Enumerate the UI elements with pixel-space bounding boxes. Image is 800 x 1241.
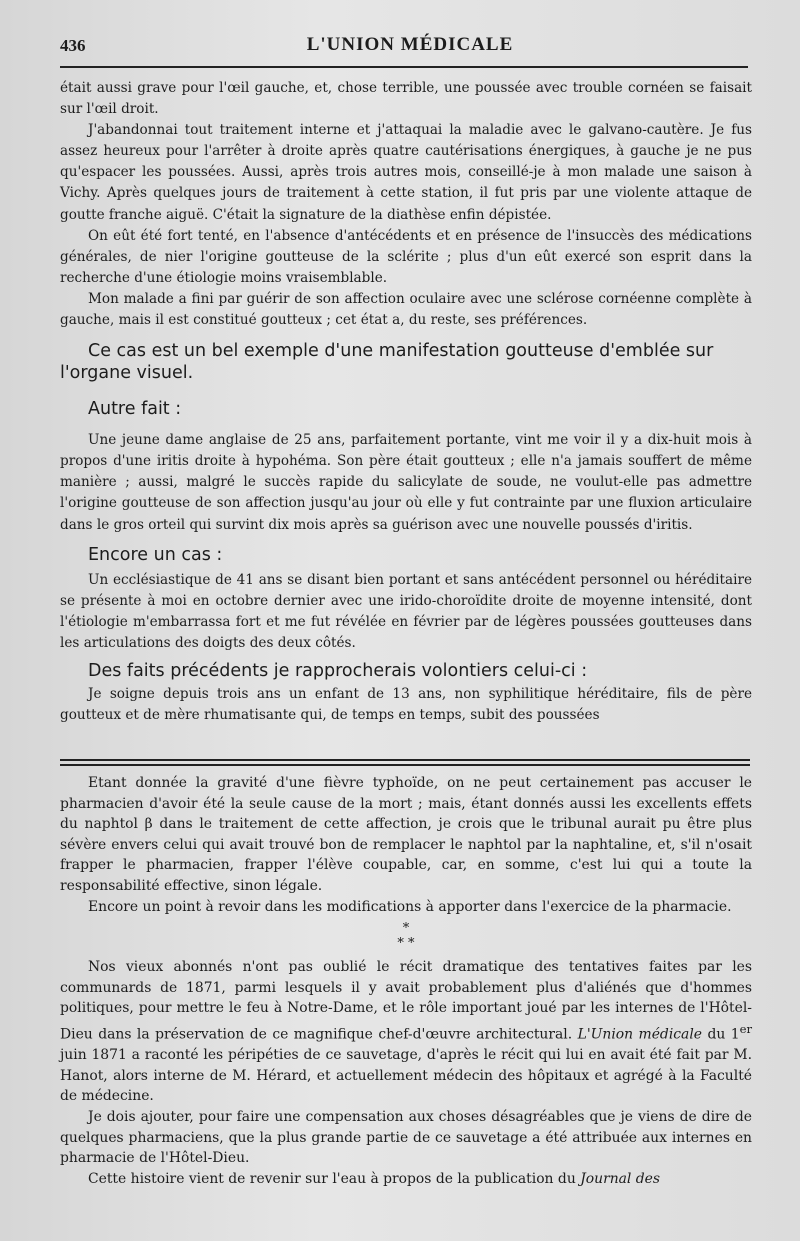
page-header: [60, 30, 760, 60]
chronicle-section: [60, 773, 752, 1189]
paragraph: Un ecclésiastique de 41 ans se disant bien portant et sans antécédent personnel ou héréditaire se présente à moi en octobre dernier avec une irido-choroïdite droite de moyenne intensité, dont l'étiologie m'embarrassa fort et me fut révélée en février par de légères poussées goutteuses dans les articulations des doigts des deux côtés.: [60, 571, 752, 651]
paragraph: Nos vieux abonnés n'ont pas oublié le récit dramatique des tentatives faites par les communards de 1871, parmi lesquels il y avait probablement plus d'aliénés que d'hommes politiques, pour mettre le feu à Notre-Dame, et le rôle important joué par les internes de l'Hôtel-Dieu dans la préservation de ce magnifique chef-d'œuvre architectural. L'Union médicale du 1er juin 1871 a raconté les péripéties de ce sauvetage, d'après le récit qui lui en avait été fait par M. Hanot, alors interne de M. Hérard, et actuellement médecin des hôpitaux et agrégé à la Faculté de médecine.: [60, 959, 752, 1105]
section-rule: [60, 764, 750, 766]
asterism: [60, 921, 752, 951]
main-article: [60, 78, 752, 726]
paragraph: était aussi grave pour l'œil gauche, et, chose terrible, une poussée avec trouble cornéen se faisait sur l'œil droit.: [60, 80, 752, 118]
aside-remark: Des faits précédents je rapprocherais volontiers celui-ci :: [88, 660, 588, 681]
aside-remark: Encore un cas :: [88, 544, 223, 565]
paragraph: Je dois ajouter, pour faire une compensation aux choses désagréables que je viens de dire de quelques pharmaciens, que la plus grande partie de ce sauvetage a été attribuée aux internes en pharmacie de l'Hôtel-Dieu.: [60, 1108, 752, 1167]
paragraph: On eût été fort tenté, en l'absence d'antécédents et en présence de l'insuccès des médications générales, de nier l'origine goutteuse de la sclérite ; plus d'un eût exercé son esprit dans la recherche d'une étiologie moins vraisemblable.: [60, 227, 752, 286]
aside-remark: Autre fait :: [88, 399, 182, 420]
paragraph: Je soigne depuis trois ans un enfant de 13 ans, non syphilitique héréditaire, fils de père goutteux et de mère rhumatisante qui, de temps en temps, subit des poussées: [60, 685, 752, 724]
journal-title: Journal des: [580, 1170, 661, 1187]
asterism-top: *: [402, 921, 410, 937]
paragraph: Encore un point à revoir dans les modifications à apporter dans l'exercice de la pharmacie.: [88, 898, 732, 915]
paragraph: Mon malade a fini par guérir de son affection oculaire avec une sclérose cornéenne complète à gauche, mais il est constitué goutteux ; cet état a, du reste, ses préférences.: [60, 290, 752, 329]
paragraph: Etant donnée la gravité d'une fièvre typhoïde, on ne peut certainement pas accuser le pharmacien d'avoir été la seule cause de la mort ; mais, étant donnés aussi les excellents effets du naphtol β dans le traitement de cette affection, je crois que le tribunal aurait pu être plus sévère envers celui qui avait trouvé bon de remplacer le naphtol par la naphtaline, et, s'il n'osait frapper le pharmacien, frapper l'élève coupable, car, en somme, c'est lui qui a toute la responsabilité effective, sinon légale.: [60, 775, 752, 894]
aside-remark: Ce cas est un bel exemple d'une manifestation goutteuse d'emblée sur l'organe visuel.: [60, 341, 714, 384]
running-title: L'UNION MÉDICALE: [306, 34, 514, 55]
journal-title: L'Union médicale: [577, 1026, 702, 1043]
paragraph: Cette histoire vient de revenir sur l'eau à propos de la publication du Journal des: [88, 1170, 661, 1187]
paragraph: J'abandonnai tout traitement interne et j'attaquai la maladie avec le galvano-cautère. Je fus assez heureux pour l'arrêter à droite après quatre cautérisations énergiques, à gauche je ne pus qu'espacer les poussées. Aussi, après trois autres mois, conseillé-je à mon malade une saison à Vichy. Après quelques jours de traitement à cette station, il fut pris par une violente attaque de goutte franche aiguë. C'était la signature de la diathèse enfin dépistée.: [60, 122, 752, 223]
asterism-bottom: * *: [397, 936, 415, 952]
section-rule: [60, 759, 750, 761]
paragraph: Une jeune dame anglaise de 25 ans, parfaitement portante, vint me voir il y a dix-huit mois à propos d'une iritis droite à hypohéma. Son père était goutteux ; elle n'a jamais souffert de même manière ; aussi, malgré le succès rapide du salicylate de soude, ne voulut-elle pas admettre l'origine goutteuse de son affection jusqu'au jour où elle y fut contrainte par une fluxion articulaire dans le gros orteil qui survint dix mois après sa guérison avec une nouvelle poussés d'iritis.: [60, 432, 752, 533]
header-rule: [60, 66, 748, 68]
page-number: 436: [60, 36, 86, 55]
